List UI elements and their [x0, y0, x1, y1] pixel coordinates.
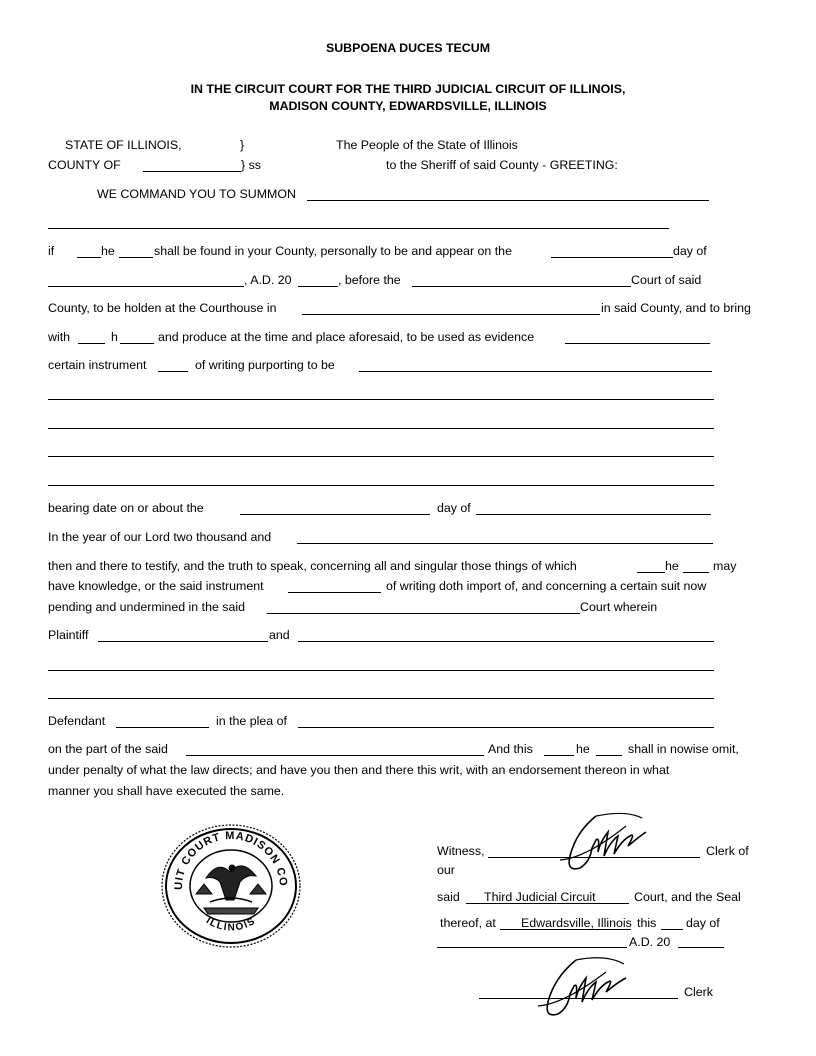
- he2-suffix-blank[interactable]: [683, 572, 709, 573]
- people-label: The People of the State of Illinois: [336, 138, 518, 152]
- evidence-blank[interactable]: [565, 343, 710, 344]
- courthouse-location-blank[interactable]: [302, 314, 600, 315]
- witness-ad20-text: A.D. 20: [629, 935, 671, 949]
- defendant-label: Defendant: [48, 714, 106, 728]
- description-line-3[interactable]: [48, 456, 714, 457]
- ss-label: } ss: [241, 158, 261, 172]
- court-heading-line-1: IN THE CIRCUIT COURT FOR THE THIRD JUDICIAL CIRCUIT OF ILLINOIS,: [190, 82, 626, 96]
- he3-suffix-blank[interactable]: [596, 755, 622, 756]
- summon-name-blank-2[interactable]: [48, 228, 669, 229]
- court-heading-line-2: MADISON COUNTY, EDWARDSVILLE, ILLINOIS: [269, 99, 547, 113]
- said-text: said: [437, 890, 460, 904]
- he2-text: he: [665, 559, 679, 573]
- sheriff-greeting: to the Sheriff of said County - GREETING:: [386, 158, 618, 172]
- and-text: and: [269, 628, 290, 642]
- county-blank[interactable]: [143, 171, 241, 172]
- purporting-blank[interactable]: [359, 371, 712, 372]
- clerk-label: Clerk: [684, 985, 713, 999]
- he-suffix-blank[interactable]: [119, 257, 153, 258]
- instrument-2-blank[interactable]: [288, 592, 381, 593]
- this-text: this: [637, 916, 657, 930]
- eagle-emblem-icon: [196, 865, 266, 914]
- plaintiff-blank[interactable]: [98, 641, 268, 642]
- state-label: STATE OF ILLINOIS,: [65, 138, 182, 152]
- plaintiff-2-blank[interactable]: [298, 641, 714, 642]
- county-label: COUNTY OF: [48, 158, 121, 172]
- h-text: h: [111, 330, 118, 344]
- seal-bottom-text: ILLINOIS: [203, 915, 259, 934]
- if-text: if: [48, 244, 55, 258]
- thereof-text: thereof, at: [440, 916, 496, 930]
- document-title: SUBPOENA DUCES TECUM: [325, 41, 491, 55]
- ad20-text: , A.D. 20: [244, 273, 292, 287]
- he3-text: he: [576, 742, 590, 756]
- with-prefix-blank[interactable]: [78, 343, 105, 344]
- he2-prefix-blank[interactable]: [637, 572, 665, 573]
- court-wherein-text: Court wherein: [580, 600, 658, 614]
- doth-import-text: of writing doth import of, and concerning a certain suit now: [386, 579, 707, 593]
- appear-year-blank[interactable]: [298, 286, 338, 287]
- circuit-value[interactable]: Third Judicial Circuit: [484, 890, 596, 904]
- witness-year-blank[interactable]: [678, 947, 724, 948]
- court-seal-text: Court, and the Seal: [634, 890, 741, 904]
- year-blank[interactable]: [297, 543, 713, 544]
- court-seal: [151, 811, 306, 950]
- our-text: our: [437, 863, 455, 877]
- have-knowledge-text: have knowledge, or the said instrument: [48, 579, 264, 593]
- day-of-text: day of: [673, 244, 707, 258]
- bearing-month-blank[interactable]: [476, 514, 711, 515]
- in-said-county-text: in said County, and to bring: [601, 301, 751, 315]
- description-line-2[interactable]: [48, 428, 714, 429]
- appear-day-blank[interactable]: [551, 257, 673, 258]
- witness-day-blank[interactable]: [661, 929, 683, 930]
- court-of-said-text: Court of said: [631, 273, 702, 287]
- defendant-blank[interactable]: [116, 727, 209, 728]
- bearing-date-text: bearing date on or about the: [48, 501, 204, 515]
- produce-text: and produce at the time and place aforesaid, to be used as evidence: [158, 330, 535, 344]
- party-blank[interactable]: [186, 755, 484, 756]
- he3-prefix-blank[interactable]: [544, 755, 574, 756]
- clerk-of-text: Clerk of: [706, 844, 749, 858]
- command-text: WE COMMAND YOU TO SUMMON: [97, 187, 296, 201]
- witness-label: Witness,: [437, 844, 485, 858]
- plaintiff-line-2[interactable]: [48, 670, 714, 671]
- summon-name-blank[interactable]: [307, 200, 709, 201]
- shall-omit-text: shall in nowise omit,: [628, 742, 739, 756]
- description-line-4[interactable]: [48, 485, 714, 486]
- certain-instrument-text: certain instrument: [48, 358, 147, 372]
- year-of-lord-text: In the year of our Lord two thousand and: [48, 530, 272, 544]
- county-holden-text: County, to be holden at the Courthouse in: [48, 301, 277, 315]
- pending-court-blank[interactable]: [267, 613, 580, 614]
- pending-text: pending and undermined in the said: [48, 600, 246, 614]
- court-name-blank[interactable]: [412, 286, 631, 287]
- clerk-signature: [532, 956, 642, 1020]
- description-line-1[interactable]: [48, 399, 714, 400]
- appear-month-blank[interactable]: [48, 286, 244, 287]
- may-text: may: [713, 559, 737, 573]
- before-the-text: , before the: [338, 273, 401, 287]
- he-prefix-blank[interactable]: [77, 257, 101, 258]
- clerk-signature-blank[interactable]: [479, 998, 678, 999]
- found-text: shall be found in your County, personally to be and appear on the: [154, 244, 512, 258]
- witness-signature: [556, 812, 656, 874]
- testify-text: then and there to testify, and the truth to speak, concerning all and singular those things of which: [48, 559, 577, 573]
- he-text: he: [101, 244, 115, 258]
- h-suffix-blank[interactable]: [120, 343, 154, 344]
- venue-brace: }: [240, 138, 245, 152]
- seal-top-text: CIRCUIT COURT MADISON COUNTY: [151, 811, 290, 891]
- witness-month-blank[interactable]: [437, 947, 627, 948]
- on-the-part-text: on the part of the said: [48, 742, 168, 756]
- in-the-plea-text: in the plea of: [216, 714, 287, 728]
- city-value[interactable]: Edwardsville, Illinois: [521, 916, 632, 930]
- of-writing-text: of writing purporting to be: [195, 358, 335, 372]
- instrument-plural-blank[interactable]: [158, 371, 188, 372]
- manner-text: manner you shall have executed the same.: [48, 784, 285, 798]
- plea-blank[interactable]: [298, 727, 714, 728]
- witness-day-of-text: day of: [686, 916, 720, 930]
- plaintiff-label: Plaintiff: [48, 628, 89, 642]
- and-this-text: And this: [488, 742, 533, 756]
- penalty-text: under penalty of what the law directs; and have you then and there this writ, with an endorsement thereon in what: [48, 763, 670, 777]
- bearing-day-blank[interactable]: [240, 514, 430, 515]
- with-text: with: [48, 330, 71, 344]
- plaintiff-line-3[interactable]: [48, 698, 714, 699]
- bearing-day-of-text: day of: [437, 501, 471, 515]
